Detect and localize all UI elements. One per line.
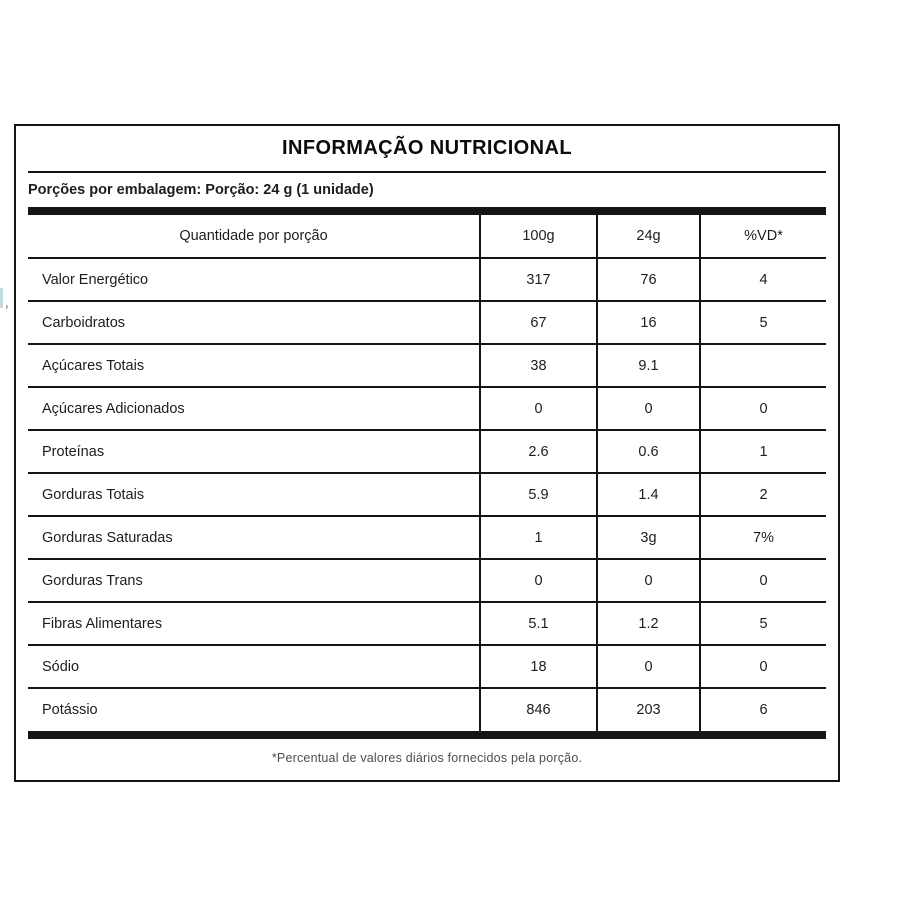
column-header-vd-percent: %VD*: [700, 215, 826, 258]
footnote: *Percentual de valores diários fornecidos pela porção.: [271, 751, 583, 765]
edge-artifact-comma: ,: [5, 295, 9, 310]
value-24g: 0: [597, 645, 700, 688]
value-vd: 0: [700, 387, 826, 430]
column-header-100g: 100g: [480, 215, 597, 258]
value-24g: 203: [597, 688, 700, 731]
table-row-carboidratos: [28, 301, 826, 344]
table-row-gorduras-totais: [28, 473, 826, 516]
value-vd: 0: [700, 559, 826, 602]
value-24g: 76: [597, 258, 700, 301]
value-vd: 1: [700, 430, 826, 473]
value-100g: 67: [480, 301, 597, 344]
value-24g: 9.1: [597, 344, 700, 387]
value-24g: 1.4: [597, 473, 700, 516]
value-vd: 0: [700, 645, 826, 688]
nutrient-name: Gorduras Trans: [28, 559, 480, 602]
table-row-acucares-totais: [28, 344, 826, 387]
value-24g: 3g: [597, 516, 700, 559]
value-100g: 2.6: [480, 430, 597, 473]
value-100g: 846: [480, 688, 597, 731]
nutrient-name: Carboidratos: [28, 301, 480, 344]
value-100g: 38: [480, 344, 597, 387]
value-100g: 1: [480, 516, 597, 559]
nutrient-name: Proteínas: [28, 430, 480, 473]
table-row-acucares-adicionados: [28, 387, 826, 430]
value-100g: 5.1: [480, 602, 597, 645]
column-header-24g: 24g: [597, 215, 700, 258]
nutrient-name: Fibras Alimentares: [28, 602, 480, 645]
table-bottom-bar: [28, 731, 826, 739]
value-24g: 0.6: [597, 430, 700, 473]
value-24g: 0: [597, 559, 700, 602]
value-vd: [700, 344, 826, 387]
value-24g: 1.2: [597, 602, 700, 645]
nutrient-name: Potássio: [42, 702, 98, 718]
title-divider: [28, 171, 826, 173]
table-top-bar: [28, 207, 826, 215]
table-row-fibras-alimentares: [28, 602, 826, 645]
table-row-sodio: [28, 645, 826, 688]
value-vd: 2: [700, 473, 826, 516]
table-row-proteinas: [28, 430, 826, 473]
nutrient-name: Açúcares Totais: [28, 344, 480, 387]
column-header-quantity-per-serving: Quantidade por porção: [28, 215, 480, 258]
value-100g: 5.9: [480, 473, 597, 516]
value-vd: 5: [700, 602, 826, 645]
nutrient-name: Gorduras Saturadas: [28, 516, 480, 559]
value-100g: 0: [480, 559, 597, 602]
nutrient-name: Sódio: [28, 645, 480, 688]
panel-title: INFORMAÇÃO NUTRICIONAL: [282, 137, 572, 159]
value-vd: 4: [700, 258, 826, 301]
value-vd: 6: [700, 688, 826, 731]
value-100g: 0: [480, 387, 597, 430]
edge-artifact-mark: [0, 288, 3, 308]
value-24g: 0: [597, 387, 700, 430]
nutrient-name: Gorduras Totais: [28, 473, 480, 516]
table-row-potassio: [28, 688, 826, 731]
table-header-row: [28, 215, 826, 258]
value-100g: 18: [480, 645, 597, 688]
table-row-valor-energetico: [28, 258, 826, 301]
nutrient-name: Valor Energético: [28, 258, 480, 301]
nutrient-name: Açúcares Adicionados: [28, 387, 480, 430]
table-row-gorduras-saturadas: [28, 516, 826, 559]
nutrition-facts-panel: [14, 124, 840, 782]
value-24g: 16: [597, 301, 700, 344]
nutrition-table: [28, 215, 826, 731]
value-100g: 317: [480, 258, 597, 301]
value-vd: 5: [700, 301, 826, 344]
serving-info: Porções por embalagem: Porção: 24 g (1 unidade): [28, 182, 374, 198]
value-vd: 7%: [700, 516, 826, 559]
table-row-gorduras-trans: [28, 559, 826, 602]
